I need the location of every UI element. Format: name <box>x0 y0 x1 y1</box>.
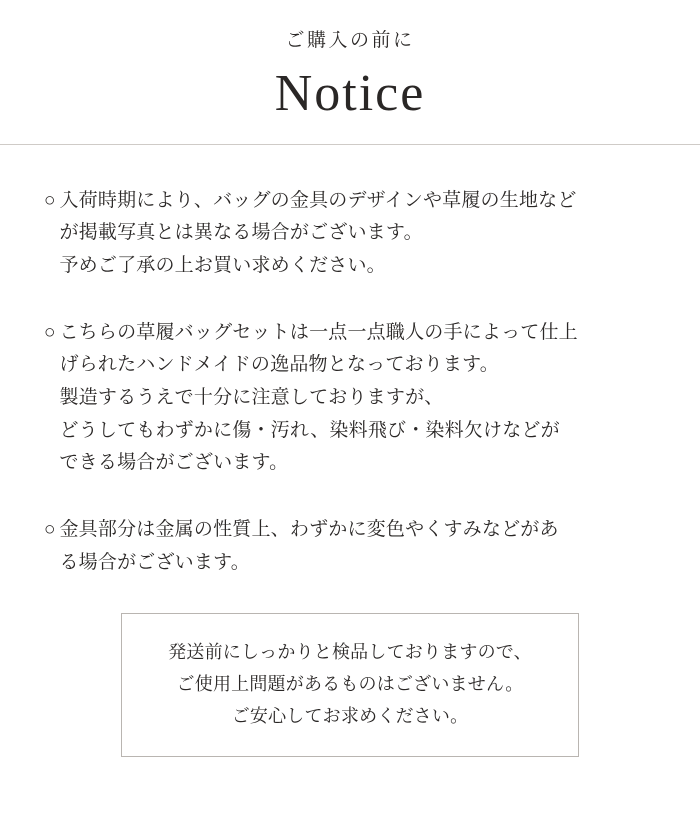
note-line: こちらの草履バッグセットは一点一点職人の手によって仕上 <box>59 321 578 343</box>
reassurance-line: ご使用上問題があるものはございません。 <box>176 674 524 695</box>
note-line: どうしてもわずかに傷・汚れ、染料飛び・染料欠けなどが <box>59 419 560 441</box>
reassurance-line: ご安心してお求めください。 <box>231 706 469 727</box>
note-bullet-icon: ○ <box>44 189 56 211</box>
note-line: できる場合がございます。 <box>59 452 289 474</box>
note-item <box>44 185 656 283</box>
note-line: 製造するうえで十分に注意しておりますが、 <box>59 386 444 408</box>
note-line: げられたハンドメイドの逸品物となっております。 <box>59 354 499 376</box>
notice-content <box>0 145 700 758</box>
note-line: 入荷時期により、バッグの金具のデザインや草履の生地など <box>59 189 577 211</box>
note-text <box>59 514 656 579</box>
reassurance-box <box>121 613 579 757</box>
reassurance-line: 発送前にしっかりと検品しておりますので、 <box>168 642 532 663</box>
page-title: Notice <box>274 64 426 122</box>
note-item <box>44 514 656 579</box>
note-item <box>44 317 656 480</box>
note-line: る場合がございます。 <box>59 551 250 573</box>
note-bullet-icon: ○ <box>44 321 56 343</box>
note-text <box>59 185 656 283</box>
note-line: 予めご了承の上お買い求めください。 <box>59 254 386 276</box>
page-header <box>0 0 700 126</box>
note-bullet-icon: ○ <box>44 518 56 540</box>
note-line: 金具部分は金属の性質上、わずかに変色やくすみなどがあ <box>59 518 559 540</box>
note-line: が掲載写真とは異なる場合がございます。 <box>59 222 423 244</box>
page-subtitle: ご購入の前に <box>285 30 415 51</box>
note-text <box>59 317 656 480</box>
